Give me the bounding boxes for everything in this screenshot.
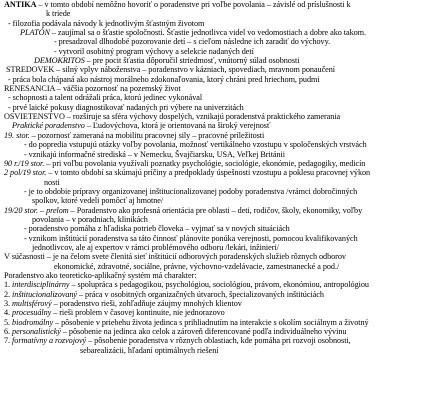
text-line — [2, 56, 442, 65]
text-run: – práca v osobitných organizačných útvaroch, špecializovaných inštitúciách — [77, 289, 324, 299]
text-run: 4. — [4, 308, 13, 318]
text-line — [2, 280, 442, 289]
text-line — [2, 0, 442, 9]
text-line — [2, 140, 442, 149]
text-run: 1. — [4, 280, 13, 290]
text-run: - práca bola chápaná ako nástroj morálneho zdokonaľovania, ktorý chráni pred hriechom, pudmi — [8, 74, 320, 84]
text-line — [2, 103, 442, 112]
text-run: – Poradenstvo ako profesná orientácia pre oblasti – deti, rodičov, školy, ekonomiky, voľby — [68, 205, 363, 215]
text-run: nosti — [44, 177, 60, 187]
text-line — [2, 28, 442, 37]
text-run: sebarealizácii, hľadaní optimálnych riešení — [80, 345, 219, 355]
text-run: - schopnosti a talent odrážali práca, ktorú jedinec vykonával — [8, 93, 203, 103]
text-run: - do popredia vstupujú otázky voľby povolania, možnosť vertikálneho vzostupu v spoločenských vrstvách — [24, 140, 367, 150]
text-run: – — [38, 205, 47, 215]
text-run: 2. — [4, 289, 13, 299]
text-run: - vznikom inštitúcií poradenstva sa táto činnosť plánovite ponúka verejnosti, pomocou kvalifikovaných — [24, 233, 358, 243]
text-line — [2, 37, 442, 46]
text-line — [2, 327, 442, 336]
text-run: - filozofia podávala návody k jednotlivým šťastným životom — [8, 18, 205, 28]
text-line — [2, 290, 442, 299]
text-line — [2, 131, 442, 140]
text-line — [2, 75, 442, 84]
text-line — [2, 19, 442, 28]
text-run: - prvé laické pokusy diagnostikovať nadaných pri výbere na univerzitách — [8, 102, 244, 112]
text-run: – spolupráca s pedagogikou, psychológiou, sociológiou, právom, ekonómiou, antropológiou — [69, 280, 369, 290]
text-line — [2, 121, 442, 130]
text-run: spolkov, ktoré vedeli pomôcť aj hmotne/ — [32, 196, 164, 206]
text-run: k triede — [46, 9, 71, 19]
text-line — [2, 308, 442, 317]
text-run: Poradenstvo ako teoreticko-aplikačný systém má charakter: — [4, 270, 197, 280]
text-line — [2, 206, 442, 215]
text-line — [2, 196, 442, 205]
text-line — [2, 178, 442, 187]
text-line — [2, 47, 442, 56]
text-run: 6. — [4, 327, 13, 337]
text-run: – pozornosť zameraná na mobilitu pracovnej sily – pracovné príležitosti — [29, 130, 265, 140]
text-run: povolania – v poradniach, klinikách — [32, 214, 148, 224]
text-line — [2, 168, 442, 177]
bold-term: ANTIKA — [4, 0, 37, 9]
text-run: – rieši problem v časovej kontinuite, nie jednorazovo — [51, 308, 225, 318]
text-line — [2, 65, 442, 74]
text-run: - presadzoval dlhodobé pozorovanie detí – s cieľom následne ich zaradiť do výchovy. — [54, 37, 331, 47]
text-line — [2, 224, 442, 233]
text-line — [2, 318, 442, 327]
italic-term: 2 pol/19 stor. — [4, 168, 47, 178]
text-run: - poradenstvo pomáha z hľadiska potrieb človeka – vyjmať sa v nových situáciách — [24, 224, 290, 234]
italic-term: Praktické poradenstvo — [12, 121, 85, 131]
text-run: jednotlivcov, ale aj expertov v rámci problémového odboru /lekári, inžinieri/ — [32, 242, 279, 252]
text-run: - je to obdobie prípravy organizovanej inštitucionalizovanej podoby poradenstva /vrámci dobročinných — [24, 186, 358, 196]
text-run: – pre pocit šťastia dôporučil striedmosť, vnútorný súlad osobnosti — [84, 56, 300, 66]
italic-term: 90 r./19 stor. — [4, 158, 45, 168]
text-line — [2, 346, 442, 355]
text-run: OSVIETENSTVO – rozširuje sa sféra výchovy dospelých, vznikajú poradenstvá praktického zamerania — [4, 112, 341, 122]
text-run: - vznikajú informačné strediská – v Nemecku, Švajčiarsku, USA, Veľkej Británii — [24, 149, 285, 159]
italic-term: multisférový — [12, 299, 52, 308]
text-run: 5. — [4, 317, 13, 327]
italic-term: 19. stor. — [4, 130, 30, 140]
text-line — [2, 9, 442, 18]
italic-term: inštitucionalizovaný — [12, 289, 77, 299]
text-line — [2, 271, 442, 280]
text-line — [2, 336, 442, 345]
text-line — [2, 262, 442, 271]
text-run: STREDOVEK – silný vplyv náboženstva – poradenstvo v kázniach, spovediach, mravnom ponaučení — [6, 65, 336, 75]
text-line — [2, 187, 442, 196]
text-run: 7. — [4, 336, 13, 346]
text-line — [2, 234, 442, 243]
italic-term: PLATÓN — [20, 28, 50, 38]
text-line — [2, 150, 442, 159]
text-run: – pri voľbu povolania využívali poznatky psychológie, sociológie, ekonómie, pedagogiky, medicín — [44, 158, 366, 168]
text-run: – pôsobenie v priebehu života jedinca s prihliadnutím na interakcie s okolím sociálnym a životný — [53, 317, 369, 327]
text-line — [2, 93, 442, 102]
text-run: - vytvoril osobitný program výchovy a selekcie nadaných detí — [54, 46, 254, 56]
text-run: ekonomické, zdravotné, sociálne, právne, výchovno-vzdelávacie, zamestnanecké a pod./ — [54, 261, 340, 271]
text-line — [2, 299, 442, 308]
text-run: V súčasnosti – je na čelom svete členitá sieť inštitúcií odborových poradenských služieb rôznych odborov — [4, 252, 346, 262]
italic-term: biodromálny — [12, 317, 54, 327]
italic-term: procesuálny — [12, 308, 52, 318]
italic-term: personalistický — [12, 327, 61, 337]
text-line — [2, 252, 442, 261]
italic-term: 19/20 stor. — [4, 205, 39, 215]
text-line — [2, 243, 442, 252]
text-run: – v tomto období nemôžno hovoriť o poradenstve pri voľbe povolania – závislé od príslušnosti k — [36, 0, 351, 9]
text-line — [2, 112, 442, 121]
italic-term: interdisciplinárny — [12, 280, 70, 290]
text-run: – Ľudovýchova, ktorá je orientovaná na široký verejnosť — [84, 121, 271, 131]
text-line — [2, 159, 442, 168]
text-run: RENESANCIA – väčšia pozornosť na pozemský život — [4, 84, 181, 94]
text-run: – pôsobenie na jedinca ako celok a zároveň diferencované podľa individuálneho vývinu — [60, 327, 347, 337]
text-line — [2, 215, 442, 224]
italic-term: formatívny a rozvojový — [12, 336, 87, 346]
text-run: – poradenstvo rieši, zohľadňuje záujmy mnohých klientov — [51, 299, 242, 308]
text-run: – v tomto období sa skúmajú príčiny a predpoklady úspešnosti vzostupu a poklesu pracovnej výkon — [46, 168, 371, 178]
text-run: – pôsobenie poradenstva v rôznych oblastiach, kde pomáha pri rozvoji osobnosti, — [86, 336, 351, 346]
italic-term: DEMOKRITOS — [34, 56, 85, 66]
text-run: – zaujímal sa o šťastie spoločnosti. Šťastie jednotlivca videl vo vedomostiach a dobre ako takom. — [49, 28, 366, 38]
text-line — [2, 84, 442, 93]
italic-term: prelom — [46, 205, 69, 215]
text-run: 3. — [4, 299, 13, 308]
